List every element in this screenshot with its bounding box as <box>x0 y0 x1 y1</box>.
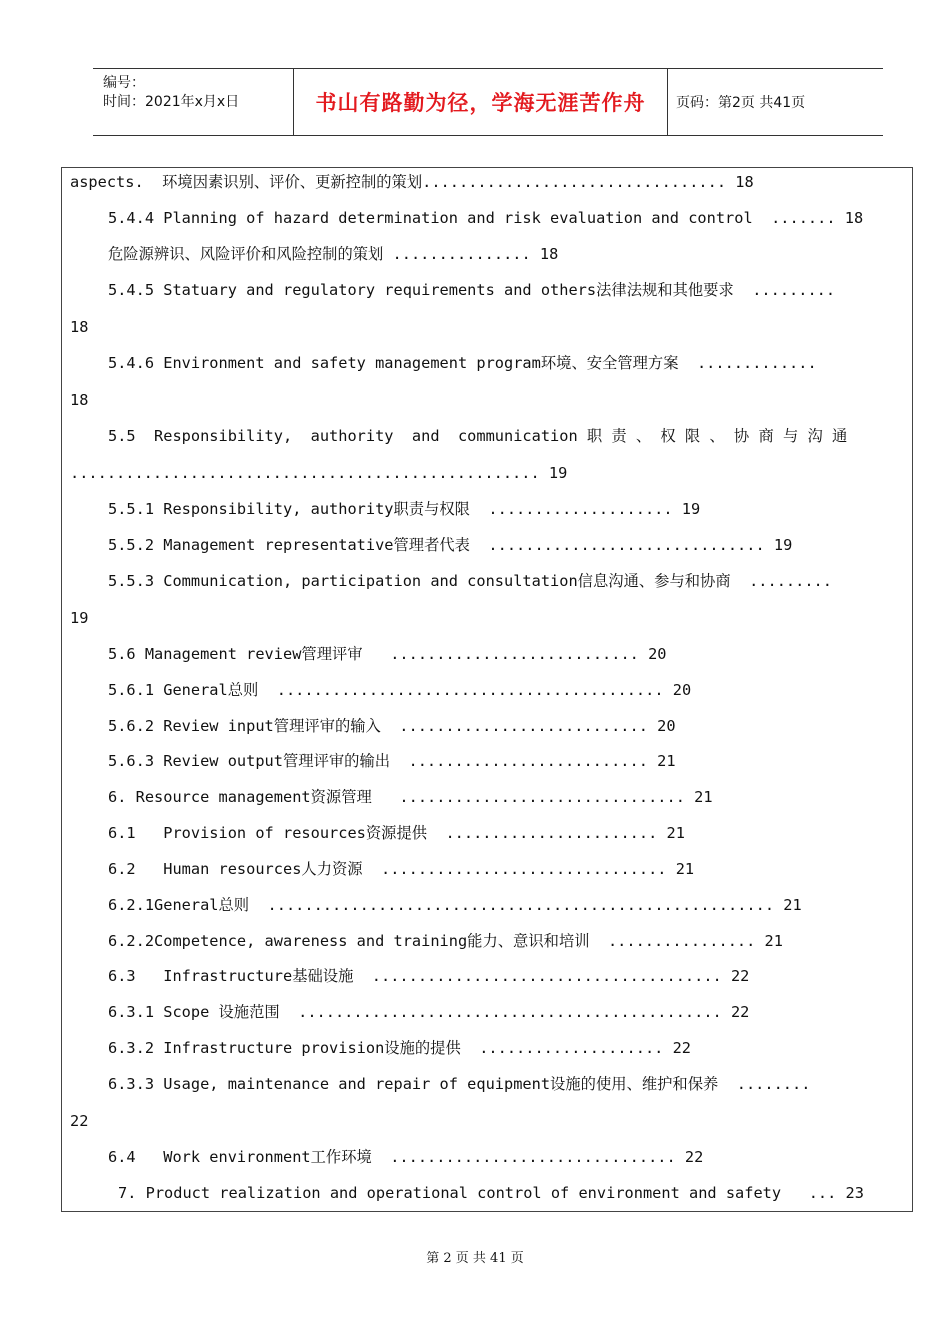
toc-line: 5.5.3 Communication, participation and consultation信息沟通、参与和协商 ......... <box>108 572 832 590</box>
toc-line: 5.5.2 Management representative管理者代表 .............................. 19 <box>108 536 793 554</box>
toc-line: 6.3.1 Scope 设施范围 .............................................. 22 <box>108 1003 750 1021</box>
toc-line: 5.5.1 Responsibility, authority职责与权限 .................... 19 <box>108 500 701 518</box>
page-header <box>93 68 883 136</box>
toc-line: 7. Product realization and operational control of environment and safety ... 23 <box>118 1184 864 1202</box>
toc-line: 5.6.1 General总则 .......................................... 20 <box>108 681 692 699</box>
toc-line: 5.4.6 Environment and safety management program环境、安全管理方案 ............. <box>108 354 817 372</box>
toc-line: 18 <box>70 391 89 409</box>
toc-line: ................................................... 19 <box>70 464 568 482</box>
toc-line: 5.4.5 Statuary and regulatory requirements and others法律法规和其他要求 ......... <box>108 281 836 299</box>
page-footer: 第 2 页 共 41 页 <box>426 1251 524 1266</box>
toc-line: 6.2.2Competence, awareness and training能力、意识和培训 ................ 21 <box>108 932 783 950</box>
toc-line: 6.3 Infrastructure基础设施 ...................................... 22 <box>108 967 750 985</box>
toc-line: 5.4.4 Planning of hazard determination and risk evaluation and control ....... 18 <box>108 209 864 227</box>
time-label: 时间：2021年x月x日 <box>103 94 240 110</box>
header-meta-cell <box>93 69 294 135</box>
toc-line: 5.6 Management review管理评审 ........................... 20 <box>108 645 667 663</box>
toc-line: 6.2.1General总则 ....................................................... 21 <box>108 896 802 914</box>
toc-line: 6.2 Human resources人力资源 ............................... 21 <box>108 860 695 878</box>
toc-line: 6.1 Provision of resources资源提供 ....................... 21 <box>108 824 685 842</box>
toc-line: 19 <box>70 609 89 627</box>
toc-line: 5.5 Responsibility, authority and communication 职 责 、 权 限 、 协 商 与 沟 通 <box>108 427 848 445</box>
toc-line: 危险源辨识、风险评价和风险控制的策划 ............... 18 <box>108 245 559 263</box>
header-motto: 书山有路勤为径，学海无涯苦作舟 <box>294 69 668 135</box>
header-page-info: 页码：第2页 共41页 <box>676 95 806 111</box>
toc-line: 22 <box>70 1112 89 1130</box>
toc-line: 6.4 Work environment工作环境 ............................... 22 <box>108 1148 704 1166</box>
toc-line: 6.3.3 Usage, maintenance and repair of equipment设施的使用、维护和保养 ........ <box>108 1075 811 1093</box>
toc-line: 6.3.2 Infrastructure provision设施的提供 .................... 22 <box>108 1039 692 1057</box>
toc-line: 18 <box>70 318 89 336</box>
toc-line: 6. Resource management资源管理 ............................... 21 <box>108 788 713 806</box>
number-label: 编号： <box>103 75 145 91</box>
toc-line: 5.6.3 Review output管理评审的输出 .......................... 21 <box>108 752 676 770</box>
toc-line: 5.6.2 Review input管理评审的输入 ........................... 20 <box>108 717 676 735</box>
toc-line: aspects. 环境因素识别、评价、更新控制的策划................................. 18 <box>70 173 754 191</box>
